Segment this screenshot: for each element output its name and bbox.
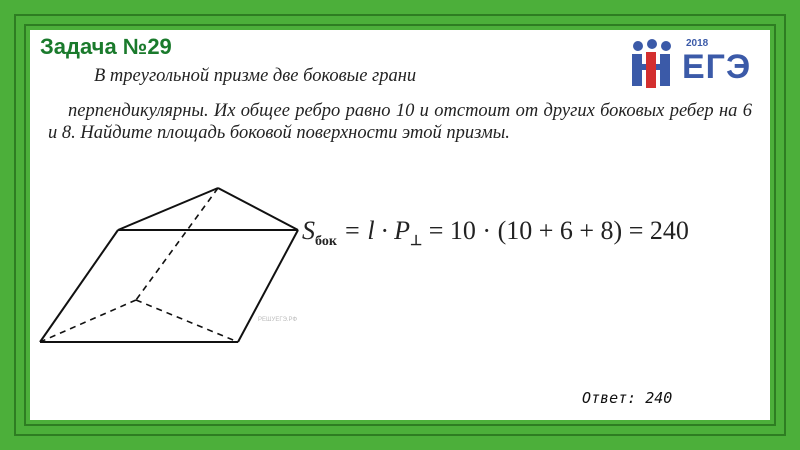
prism-edge-left [40, 230, 118, 342]
problem-text: перпендикулярны. Их общее ребро равно 10 и отстоит от других боковых ребер на 6 и 8. Найдите площадь боковой поверхности этой призмы. [48, 101, 752, 143]
prism-edge-top-right [218, 188, 298, 230]
formula-subscript: бок [315, 234, 337, 250]
ege-figures-icon [628, 34, 688, 94]
slide-card [30, 30, 770, 420]
formula [302, 216, 689, 250]
formula-perp: ⊥ [410, 234, 423, 250]
ege-logo [628, 34, 764, 94]
slide-title: Задача №29 [40, 34, 172, 59]
watermark: РЕШУЕГЭ.РФ [258, 317, 298, 323]
formula-middle: = l · P [336, 216, 411, 245]
problem-line-1: В треугольной призме две боковые грани [94, 66, 417, 86]
prism-hidden-bottom-right [136, 300, 238, 342]
logo-year: 2018 [686, 38, 709, 49]
prism-diagram [38, 182, 308, 352]
answer: Ответ: 240 [582, 389, 673, 407]
formula-symbol: S [302, 216, 315, 245]
formula-rhs: = 10 · (10 + 6 + 8) = 240 [422, 216, 689, 245]
prism-edge-right [238, 230, 298, 342]
logo-text: ЕГЭ [682, 48, 752, 86]
